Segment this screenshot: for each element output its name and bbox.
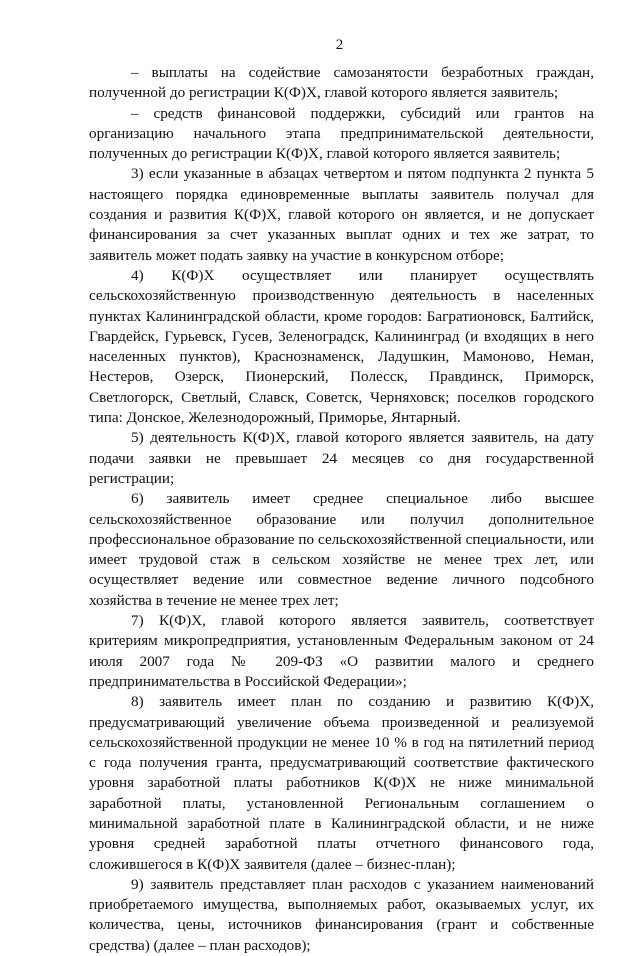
page-number: 2 (335, 37, 344, 53)
paragraph-item-7: 7) К(Ф)Х, главой которого является заявитель, соответствует критериям микропредприятия, установленным Федеральным законом от 24 июля 2007 года № 209-ФЗ «О развитии малого и среднего предпринимательства в Российской Федерации»; (89, 612, 594, 690)
paragraph-item-5: 5) деятельность К(Ф)Х, главой которого является заявитель, на дату подачи заявки не превышает 24 месяцев со дня государственной регистрации; (89, 429, 594, 487)
paragraph-item-4: 4) К(Ф)Х осуществляет или планирует осуществлять сельскохозяйственную производственную деятельность в населенных пунктах Калининградской области, кроме городов: Багратионовск, Балтийск, Гвардейск, Гурьевск, Гусев, Зеленоградск, Калининград (и входящих в него населенных пунктов), Краснознаменск, Ладушкин, Мамоново, Неман, Нестеров, Озерск, Пионерский, Полесск, Правдинск, Приморск, Светлогорск, Светлый, Славск, Советск, Черняховск; поселков городского типа: Донское, Железнодорожный, Приморье, Янтарный. (89, 266, 594, 427)
paragraph-item-8: 8) заявитель имеет план по созданию и развитию К(Ф)Х, предусматривающий увеличение объема произведенной и реализуемой сельскохозяйственной продукции не менее 10 % в год на пятилетний период с года получения гранта, предусматривающий соответствие фактического уровня заработной платы работников К(Ф)Х не ниже минимальной заработной платы, установленной Региональным соглашением о минимальной заработной плате в Калининградской области, и не ниже уровня средней заработной платы отчетного финансового года, сложившегося в К(Ф)Х заявителя (далее – бизнес-план); (89, 693, 594, 873)
paragraph-self-employment-payments: – выплаты на содействие самозанятости безработных граждан, полученной до регистрации К(Ф)Х, главой которого является заявитель; (89, 64, 594, 102)
paragraph-financial-support-funds: – средств финансовой поддержки, субсидий или грантов на организацию начального этапа предпринимательской деятельности, полученных до регистрации К(Ф)Х, главой которого является заявитель; (89, 104, 594, 163)
paragraph-item-9: 9) заявитель представляет план расходов с указанием наименований приобретаемого имущества, выполняемых работ, оказываемых услуг, их количества, цены, источников финансирования (грант и собственные средства) (далее – план расходов); (89, 875, 594, 954)
paragraph-item-6: 6) заявитель имеет среднее специальное либо высшее сельскохозяйственное образование или получил дополнительное профессиональное образование по сельскохозяйственной специальности, или имеет трудовой стаж в сельском хозяйстве не менее трех лет, или осуществляет ведение или совместное ведение личного подсобного хозяйства в течение не менее трех лет; (89, 490, 594, 609)
paragraph-item-3: 3) если указанные в абзацах четвертом и пятом подпункта 2 пункта 5 настоящего порядка единовременные выплаты заявитель получал для создания и развития К(Ф)Х, главой которого он является, и не допускает финансирования за счет указанных выплат одних и тех же затрат, то заявитель может подать заявку на участие в конкурсном отборе; (89, 165, 594, 264)
